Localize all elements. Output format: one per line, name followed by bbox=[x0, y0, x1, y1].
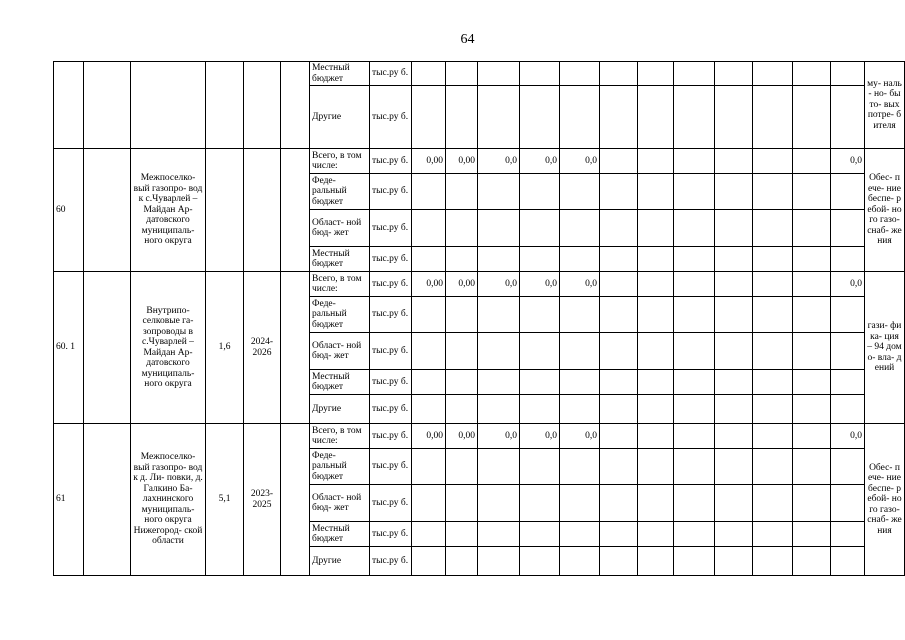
label-federal: Феде- ральный бюджет bbox=[310, 297, 370, 333]
unit-cell: тыс.ру б. bbox=[370, 62, 412, 86]
label-regional: Област- ной бюд- жет bbox=[310, 333, 370, 370]
value-cell: 0,0 bbox=[520, 272, 560, 297]
value-cell: 0,0 bbox=[831, 149, 865, 174]
object-years bbox=[244, 149, 281, 272]
label-federal: Феде- ральный бюджет bbox=[310, 174, 370, 210]
unit-cell: тыс.ру б. bbox=[370, 210, 412, 247]
carry-row-local bbox=[54, 62, 905, 86]
unit-cell: тыс.ру б. bbox=[370, 174, 412, 210]
label-other: Другие bbox=[310, 547, 370, 576]
object-length bbox=[206, 149, 244, 272]
row-number: 61 bbox=[54, 424, 84, 576]
result-cell: Обес- пече- ние беспе- ребой- ного газо- снаб- жения bbox=[865, 149, 905, 272]
carry-num-cell bbox=[54, 62, 84, 149]
program-table bbox=[53, 61, 905, 576]
page-number: 64 bbox=[460, 32, 475, 47]
label-local: Местный бюджет bbox=[310, 370, 370, 395]
object-years: 2024- 2026 bbox=[244, 272, 281, 424]
label-regional: Област- ной бюд- жет bbox=[310, 210, 370, 247]
unit-cell: тыс.ру б. bbox=[370, 424, 412, 449]
unit-cell: тыс.ру б. bbox=[370, 370, 412, 395]
value-cell: 0,00 bbox=[446, 272, 478, 297]
result-cell: гази- фика- ция – 94 домо- вла- дений bbox=[865, 272, 905, 424]
table-row bbox=[54, 272, 905, 297]
label-total: Всего, в том числе: bbox=[310, 424, 370, 449]
unit-cell: тыс.ру б. bbox=[370, 272, 412, 297]
label-total: Всего, в том числе: bbox=[310, 272, 370, 297]
value-cell: 0,0 bbox=[831, 272, 865, 297]
value-cell: 0,0 bbox=[560, 424, 600, 449]
unit-cell: тыс.ру б. bbox=[370, 297, 412, 333]
label-local: Местный бюджет bbox=[310, 247, 370, 272]
value-cell: 0,00 bbox=[412, 424, 446, 449]
row-number: 60 bbox=[54, 149, 84, 272]
value-cell: 0,00 bbox=[446, 424, 478, 449]
unit-cell: тыс.ру б. bbox=[370, 395, 412, 424]
label-local: Местный бюджет bbox=[310, 62, 370, 86]
unit-cell: тыс.ру б. bbox=[370, 449, 412, 485]
label-federal: Феде- ральный бюджет bbox=[310, 449, 370, 485]
label-regional: Област- ной бюд- жет bbox=[310, 485, 370, 522]
unit-cell: тыс.ру б. bbox=[370, 149, 412, 174]
unit-cell: тыс.ру б. bbox=[370, 333, 412, 370]
value-cell: 0,0 bbox=[478, 149, 520, 174]
unit-cell: тыс.ру б. bbox=[370, 247, 412, 272]
unit-cell: тыс.ру б. bbox=[370, 522, 412, 547]
table-row bbox=[54, 424, 905, 449]
unit-cell: тыс.ру б. bbox=[370, 547, 412, 576]
label-other: Другие bbox=[310, 395, 370, 424]
value-cell: 0,0 bbox=[560, 272, 600, 297]
object-years: 2023- 2025 bbox=[244, 424, 281, 576]
row-number: 60. 1 bbox=[54, 272, 84, 424]
value-cell: 0,0 bbox=[478, 424, 520, 449]
object-name: Межпоселко- вый газопро- вод к с.Чуварлей – Майдан Ар- датовского муниципаль- ного округа bbox=[131, 149, 206, 272]
unit-cell: тыс.ру б. bbox=[370, 485, 412, 522]
label-local: Местный бюджет bbox=[310, 522, 370, 547]
carry-result-cell: му- наль- но- быто- вых потре- бителя bbox=[865, 62, 905, 149]
value-cell: 0,00 bbox=[446, 149, 478, 174]
table-row bbox=[54, 149, 905, 174]
label-other: Другие bbox=[310, 86, 370, 149]
value-cell: 0,0 bbox=[520, 424, 560, 449]
label-total: Всего, в том числе: bbox=[310, 149, 370, 174]
result-cell: Обес- пече- ние беспе- ребой- ного газо- снаб- жения bbox=[865, 424, 905, 576]
value-cell: 0,0 bbox=[478, 272, 520, 297]
value-cell: 0,00 bbox=[412, 149, 446, 174]
value-cell: 0,00 bbox=[412, 272, 446, 297]
object-name: Внутрипо- селковые га- зопроводы в с.Чуварлей – Майдан Ар- датовского муниципаль- ного округа bbox=[131, 272, 206, 424]
object-length: 1,6 bbox=[206, 272, 244, 424]
value-cell: 0,0 bbox=[560, 149, 600, 174]
value-cell: 0,0 bbox=[520, 149, 560, 174]
object-name: Межпоселко- вый газопро- вод к д. Ли- повки, д. Галкино Ба- лахнинского муниципаль- ного округа Нижегород- ской области bbox=[131, 424, 206, 576]
value-cell: 0,0 bbox=[831, 424, 865, 449]
unit-cell: тыс.ру б. bbox=[370, 86, 412, 149]
object-length: 5,1 bbox=[206, 424, 244, 576]
